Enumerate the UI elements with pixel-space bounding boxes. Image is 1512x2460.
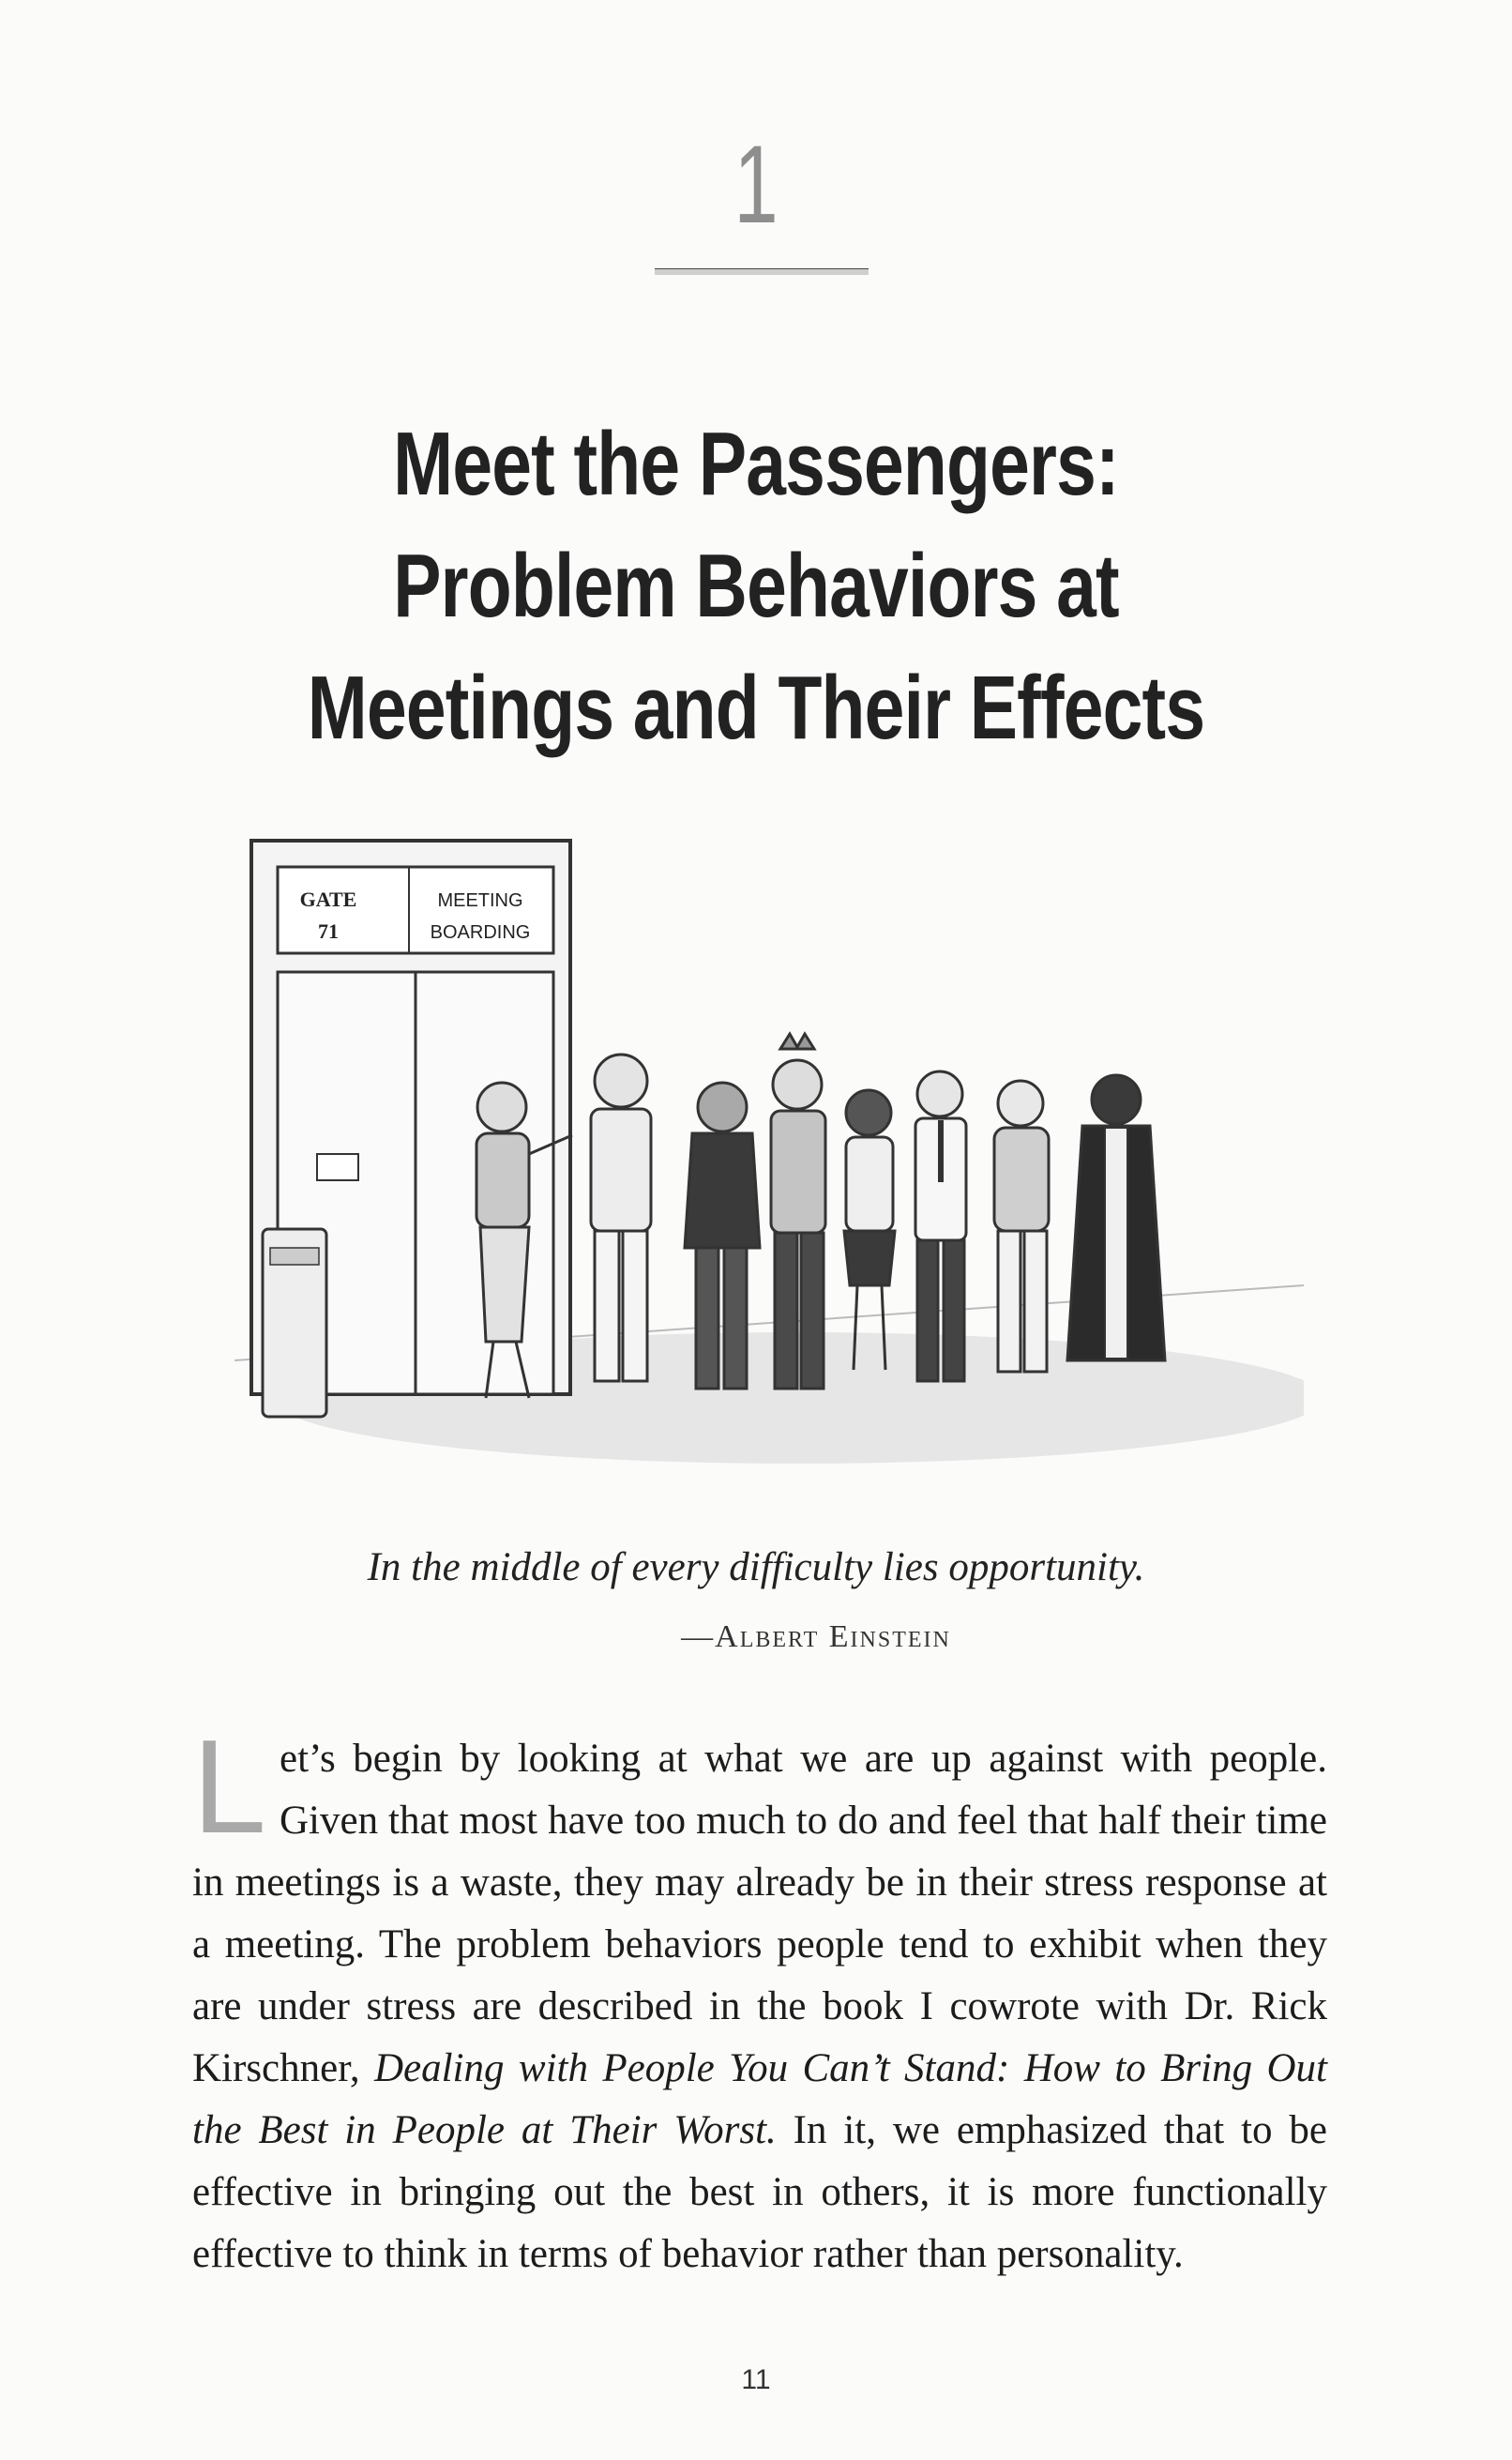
epigraph-author: —Albert Einstein bbox=[681, 1619, 951, 1654]
meeting-sign-line-1: MEETING bbox=[437, 890, 523, 911]
chapter-title-line-2: Problem Behaviors at bbox=[393, 536, 1119, 636]
gate-illustration bbox=[234, 835, 1304, 1492]
body-text-part-1: et’s begin by looking at what we are up against with people. Given that most have too much to do and feel that half their time in meetings is a waste, they may already be in their stress response at a meeting. The problem behaviors people tend to exhibit when they are under stress are described in the book I cowrote with Dr. Rick Kirschner, bbox=[192, 1737, 1327, 2090]
meeting-sign-line-2: BOARDING bbox=[430, 922, 531, 943]
page-number: 11 bbox=[741, 2364, 771, 2395]
chapter-title-line-3: Meetings and Their Effects bbox=[307, 658, 1205, 758]
epigraph-attribution bbox=[582, 1619, 1051, 1655]
epigraph-quote: In the middle of every difficulty lies opportunity. bbox=[367, 1545, 1145, 1589]
chapter-rule bbox=[655, 268, 869, 275]
book-title: Dealing with People You Can’t Stand: How to Bring Out the Best in People at Their Worst. bbox=[192, 2046, 1327, 2152]
chapter-title bbox=[0, 403, 1512, 769]
gate-sign-number: 71 bbox=[318, 919, 339, 943]
gate-sign-label: GATE bbox=[299, 888, 357, 911]
chapter-title-line-1: Meet the Passengers: bbox=[393, 414, 1119, 514]
body-paragraph bbox=[192, 1712, 1327, 2285]
body-text-part-2: In it, we emphasized that to be effective in bringing out the best in others, it is more functionally effective to think in terms of behavior rather than personality. bbox=[192, 2108, 1327, 2276]
trash-bin bbox=[263, 1229, 326, 1417]
chapter-number: 1 bbox=[733, 123, 779, 247]
drop-cap: L bbox=[192, 1712, 266, 1861]
